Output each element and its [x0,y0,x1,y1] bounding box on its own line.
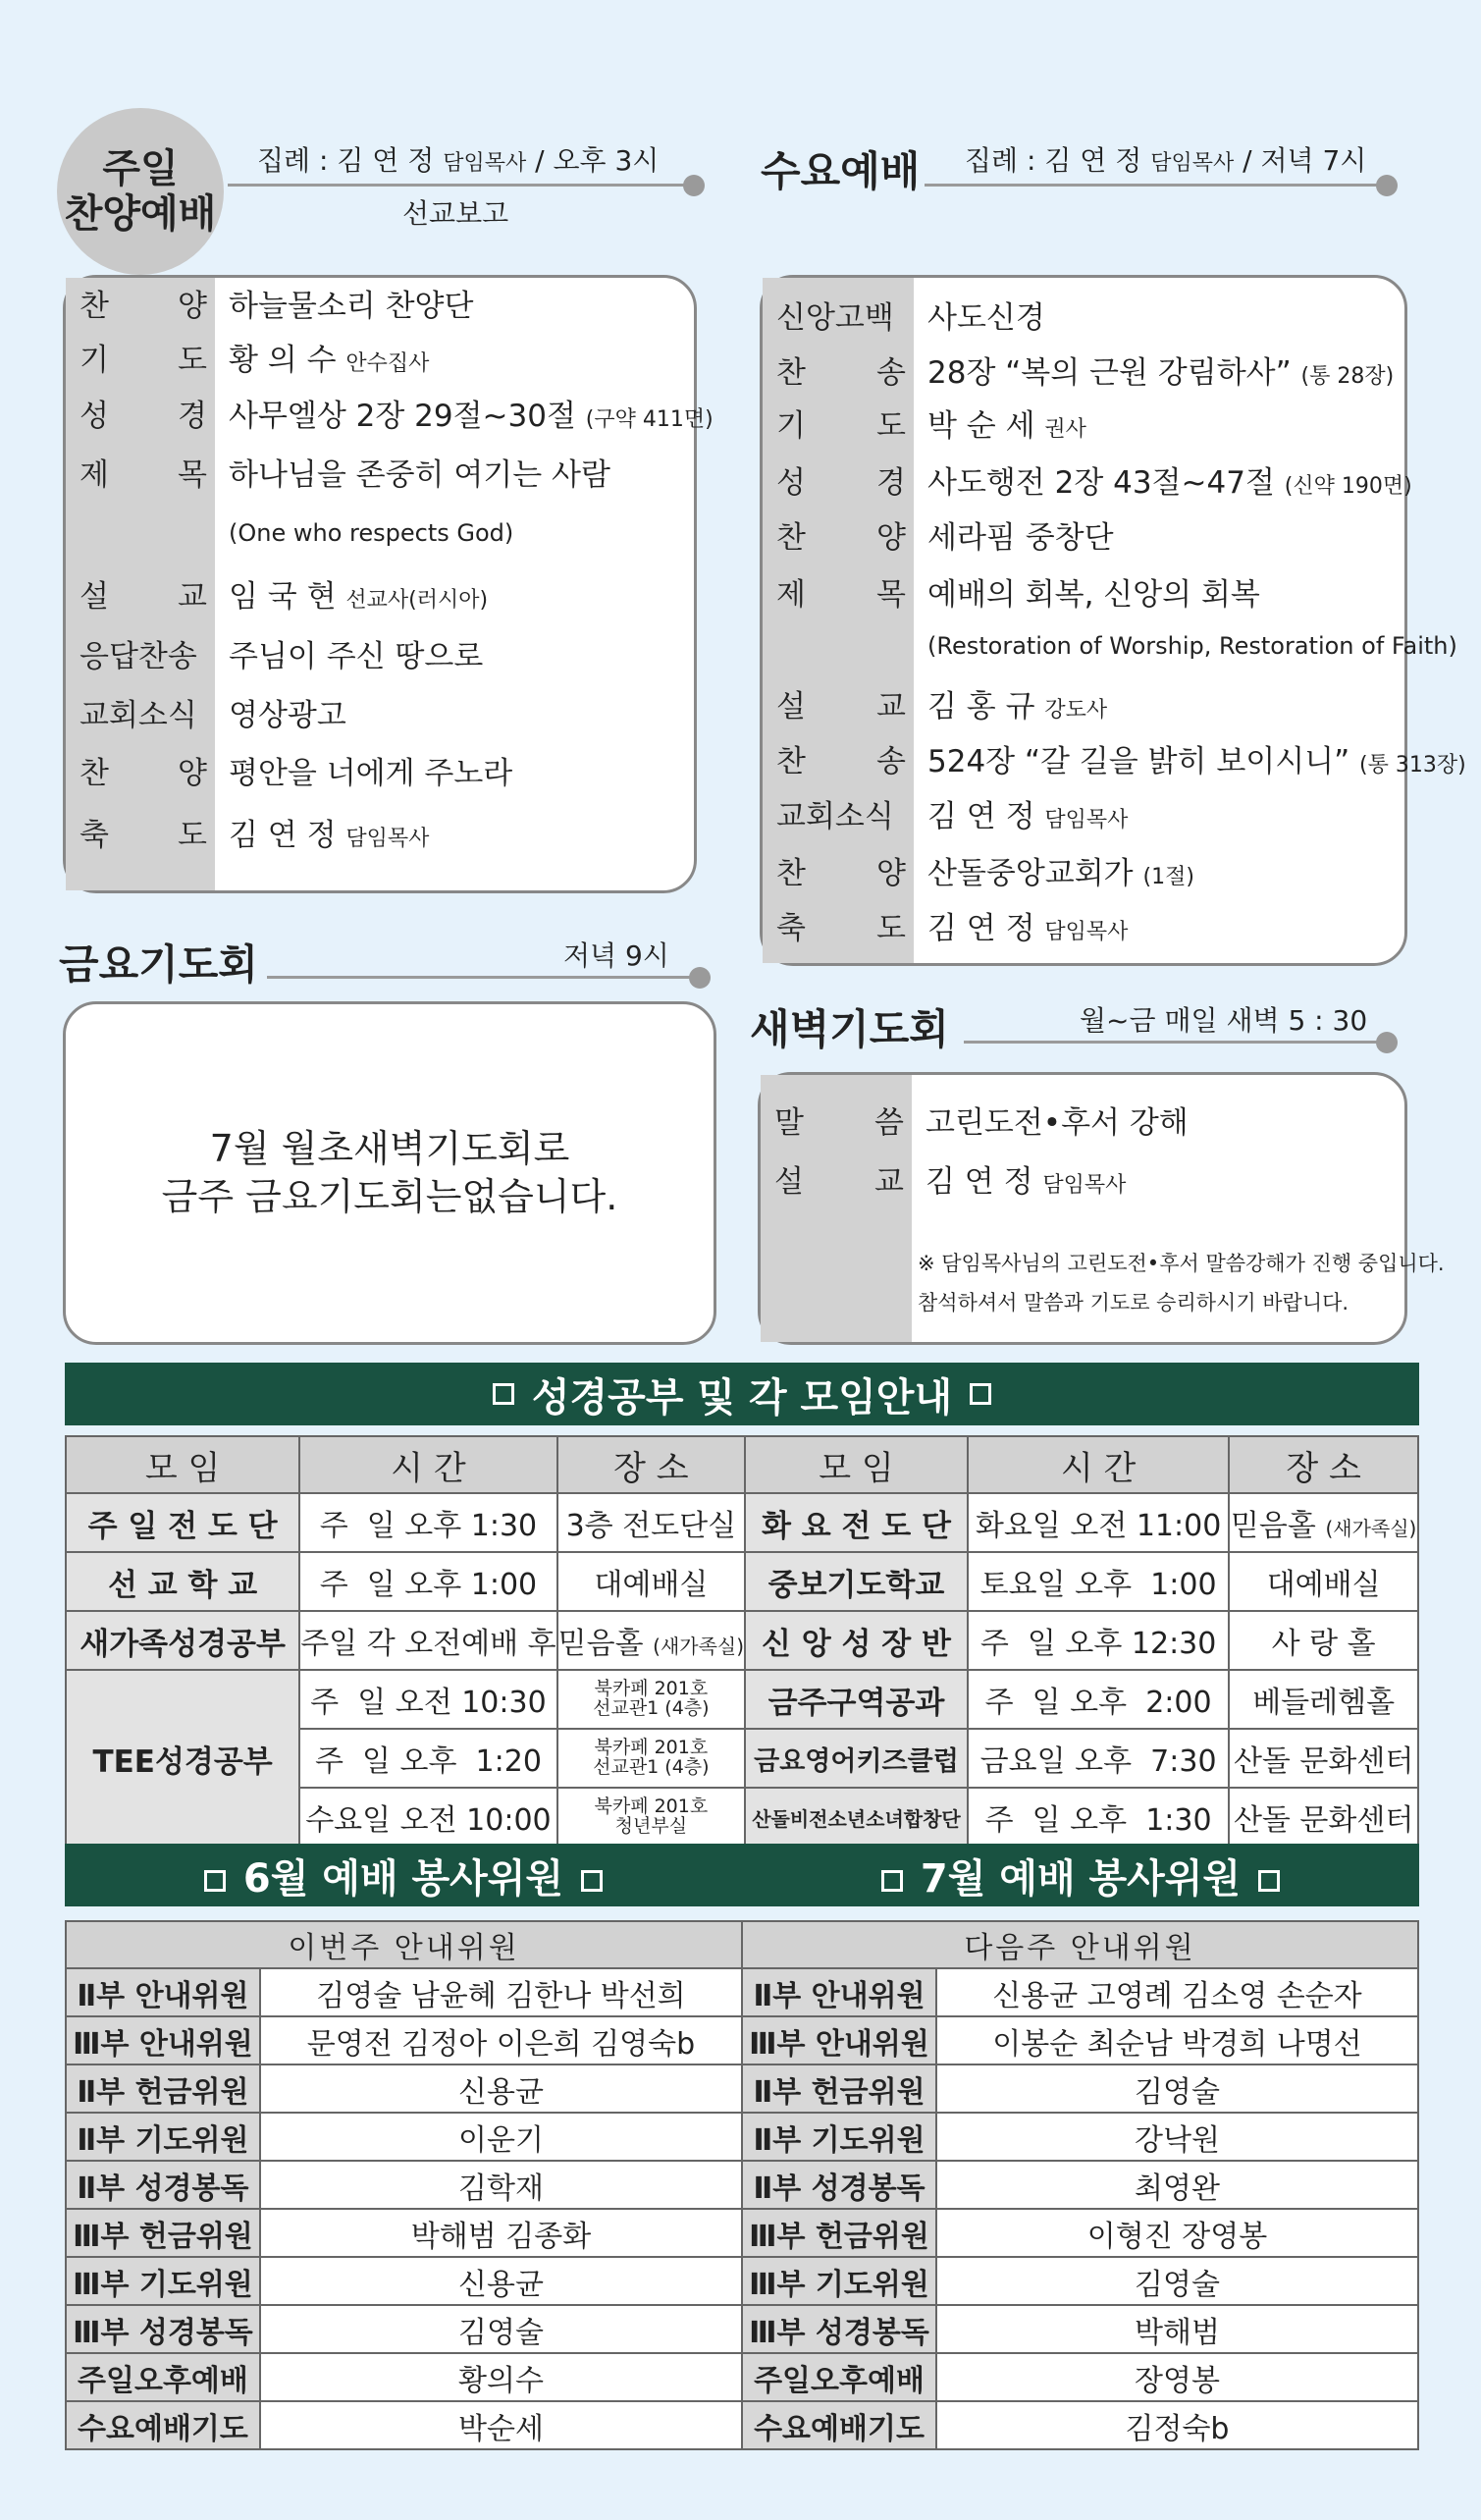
sunday-title-badge [57,108,224,275]
square-bullet-icon [881,1870,903,1892]
volunteer-row [66,2209,1418,2257]
order-label: 찬 양 [776,855,906,891]
order-value-text: 28장 “복의 근원 강림하사” [927,354,1292,391]
volunteer-names-next-week: 박해범 [936,2305,1418,2353]
order-value-text: (Restoration of Worship, Restoration of Faith) [927,632,1457,660]
meeting-name: 산돌비전소년소녀합창단 [745,1788,968,1847]
volunteer-names-next-week: 김정숙b [936,2401,1418,2449]
order-value-text: 하나님을 존중히 여기는 사람 [229,456,610,493]
wednesday-time: / 저녁 7시 [1243,144,1367,177]
groups-row [66,1670,1418,1729]
order-value-note: (신약 190면) [1284,473,1412,499]
meeting-place [1229,1788,1418,1847]
order-value-text: 박 순 세 [927,407,1035,444]
meeting-name: 신 앙 성 장 반 [745,1611,968,1670]
order-value-text: 임 국 현 [229,578,337,615]
volunteer-role: Ⅲ부 기도위원 [66,2257,260,2305]
order-value [914,348,1394,392]
order-label: 성 경 [776,464,906,501]
volunteers-title-june [186,1848,620,1903]
meeting-place-text: 산돌 문화센터 [1233,1803,1414,1838]
volunteer-role: Ⅲ부 안내위원 [66,2016,260,2064]
volunteer-names-next-week: 김영술 [936,2257,1418,2305]
meeting-place-text: 북카페 201호 [594,1737,709,1759]
wednesday-header [965,139,1366,179]
groups-row [66,1611,1418,1670]
order-value-text: 524장 “갈 길을 밝히 보이시니” [927,743,1350,779]
friday-message-line1: 7월 월초새벽기도회로 [209,1126,570,1170]
order-value-note: 선교사(러시아) [345,587,489,613]
order-label: 찬 양 [79,288,207,324]
dawn-order-box [758,1072,1445,1345]
volunteer-row [66,2401,1418,2449]
order-value-text: 평안을 너에게 주노라 [229,755,513,791]
order-row [763,678,1107,727]
dawn-note-line1: ※ 담임목사님의 고린도전•후서 말씀강해가 진행 중입니다. [918,1252,1445,1275]
order-value-text: 김 연 정 [229,817,337,853]
meeting-name: 화 요 전 도 단 [745,1493,968,1552]
order-label: 설 교 [776,688,906,724]
meeting-time: 금요일 오후 7:30 [968,1729,1229,1788]
order-value-text: 영상광고 [229,697,346,733]
order-row [763,900,1128,949]
sunday-title-line1: 주일 [102,146,179,191]
order-row [761,1095,1189,1144]
volunteer-role: Ⅱ부 헌금위원 [742,2064,936,2113]
groups-table [65,1435,1419,1848]
order-value [215,450,610,494]
friday-notice-box [63,1001,716,1345]
sunday-title-line2: 찬양예배 [64,191,217,237]
meeting-time: 주 일 오후 12:30 [968,1611,1229,1670]
groups-col-header: 시 간 [968,1436,1229,1493]
groups-col-header: 시 간 [299,1436,556,1493]
order-row [763,733,1466,782]
friday-time: 저녁 9시 [563,939,669,972]
volunteer-names-this-week: 박해범 김종화 [260,2209,742,2257]
order-value [914,626,1457,662]
order-row [66,447,610,496]
order-row [66,807,429,856]
order-value [215,690,346,734]
volunteer-names-next-week: 이봉순 최순남 박경희 나명선 [936,2016,1418,2064]
order-label: 설 교 [79,578,207,615]
meeting-name: 금주구역공과 [745,1670,968,1729]
order-value [914,848,1194,892]
order-row [66,278,473,327]
order-value-text: 사도행전 2장 43절~47절 [927,464,1275,501]
groups-title: 성경공부 및 각 모임안내 [531,1374,953,1421]
volunteer-names-next-week: 김영술 [936,2064,1418,2113]
meeting-place [557,1493,745,1552]
meeting-time: 토요일 오후 1:00 [968,1552,1229,1611]
square-bullet-icon [1258,1870,1280,1892]
order-value-text: 하늘물소리 찬양단 [229,288,474,324]
sunday-leader: 집례 : 김 연 정 [257,144,435,177]
order-value [914,457,1412,502]
order-value [215,281,473,325]
groups-row [66,1552,1418,1611]
order-value-text: (One who respects God) [229,519,514,547]
order-value-note: 담임목사 [345,826,430,851]
volunteer-role: Ⅱ부 기도위원 [66,2113,260,2161]
order-row [763,845,1194,894]
wednesday-leader-role: 담임목사 [1150,151,1235,176]
meeting-time: 주 일 오후 1:20 [299,1729,556,1788]
order-value-note: 담임목사 [1044,807,1129,832]
order-label: 축 도 [776,910,906,946]
sunday-time: / 오후 3시 [535,144,660,177]
order-label: 성 경 [79,398,207,434]
dawn-title: 새벽기도회 [750,1005,949,1053]
groups-banner [65,1363,1419,1425]
wednesday-title: 수요예배 [761,147,921,195]
meeting-place [1229,1493,1418,1552]
order-value-note: (통 313장) [1359,752,1466,777]
order-value [914,293,1045,337]
meeting-place [557,1788,745,1847]
order-value [912,1156,1126,1201]
order-value-text: 김 연 정 [927,910,1035,946]
groups-col-header: 모 임 [745,1436,968,1493]
order-row [763,455,1412,504]
order-value-text: 산돌중앙교회가 [927,855,1134,891]
volunteer-role: Ⅲ부 안내위원 [742,2016,936,2064]
meeting-name: 주 일 전 도 단 [66,1493,299,1552]
next-week-header: 다음주 안내위원 [742,1921,1418,1968]
volunteer-row [66,2305,1418,2353]
volunteer-names-this-week: 김영술 [260,2305,742,2353]
order-value [215,391,714,435]
meeting-place [557,1670,745,1729]
square-bullet-icon [204,1870,226,1892]
dawn-note-line2: 참석하셔서 말씀과 기도로 승리하시기 바랍니다. [918,1291,1349,1314]
order-value [914,401,1086,445]
meeting-place-text: 3층 전도단실 [565,1509,737,1543]
order-label: 교회소식 [79,697,197,733]
groups-row [66,1493,1418,1552]
order-value [215,571,488,616]
square-bullet-icon [581,1870,603,1892]
friday-header-rule [267,976,699,979]
volunteer-row [66,2161,1418,2209]
volunteer-row [66,1968,1418,2016]
order-value-text: 황 의 수 [229,342,337,378]
meeting-place-note: 선교관1 (4층) [593,1756,710,1778]
order-value-text: 김 홍 규 [927,688,1035,724]
meeting-place [1229,1670,1418,1729]
sunday-subtitle: 선교보고 [402,197,509,230]
groups-col-header: 모 임 [66,1436,299,1493]
volunteer-role: Ⅱ부 안내위원 [742,1968,936,2016]
volunteers-title-right: 7월 예배 봉사위원 [920,1855,1242,1902]
order-row [66,332,429,381]
order-row [66,628,483,677]
meeting-place [557,1552,745,1611]
order-label: 기 도 [79,342,207,378]
meeting-place-text: 북카페 201호 [594,1796,709,1818]
meeting-name: TEE성경공부 [66,1670,299,1847]
order-label: 응답찬송 [79,638,197,674]
dawn-rule-dot [1376,1032,1398,1053]
order-value-note: (1절) [1142,864,1194,889]
order-label: 찬 양 [776,519,906,556]
wednesday-leader: 집례 : 김 연 정 [965,144,1142,177]
meeting-time: 주 일 오전 10:30 [299,1670,556,1729]
order-row [763,398,1086,447]
order-value-note: 담임목사 [1044,919,1129,944]
sunday-leader-role: 담임목사 [443,151,527,176]
sunday-order-box [63,275,714,893]
volunteers-banner [65,1844,1419,1906]
order-label: 말 씀 [774,1104,904,1141]
order-value-text: 세라핌 중창단 [927,519,1114,556]
order-label: 제 목 [79,456,207,493]
volunteer-role: Ⅲ부 성경봉독 [66,2305,260,2353]
meeting-name: 새가족성경공부 [66,1611,299,1670]
sunday-rule-dot [683,175,705,196]
order-value [914,791,1128,835]
meeting-place-text: 산돌 문화센터 [1233,1744,1414,1779]
volunteer-role: Ⅱ부 안내위원 [66,1968,260,2016]
order-value-note: 안수집사 [345,350,430,376]
order-value [215,748,512,792]
order-value-text: 고린도전•후서 강해 [926,1104,1189,1141]
order-row [763,509,1114,559]
volunteer-names-next-week: 이형진 장영봉 [936,2209,1418,2257]
volunteer-role: 주일오후예배 [66,2353,260,2401]
meeting-place [1229,1611,1418,1670]
meeting-place-text: 대예배실 [594,1568,709,1602]
volunteer-names-this-week: 이운기 [260,2113,742,2161]
meeting-place [557,1611,745,1670]
friday-message-line2: 금주 금요기도회는없습니다. [161,1175,618,1218]
order-value-note: 권사 [1044,416,1086,442]
meeting-place-text: 대예배실 [1266,1568,1381,1602]
meeting-name: 금요영어키즈클럽 [745,1729,968,1788]
volunteer-role: Ⅱ부 헌금위원 [66,2064,260,2113]
order-row [66,687,346,736]
groups-col-header: 장 소 [557,1436,745,1493]
order-row [763,788,1128,837]
order-value-text: 김 연 정 [927,798,1035,834]
meeting-place [1229,1552,1418,1611]
volunteer-names-next-week: 장영봉 [936,2353,1418,2401]
meeting-time: 수요일 오전 10:00 [299,1788,556,1847]
order-value-note: 담임목사 [1042,1172,1127,1198]
meeting-time: 주일 각 오전예배 후 [299,1611,556,1670]
dawn-time: 월~금 매일 새벽 5 : 30 [1080,1004,1368,1037]
order-value [912,1098,1189,1142]
volunteer-role: 주일오후예배 [742,2353,936,2401]
order-label: 찬 양 [79,755,207,791]
order-row [66,388,714,437]
volunteer-row [66,2353,1418,2401]
order-value-text: 김 연 정 [926,1163,1033,1200]
meeting-place [1229,1729,1418,1788]
order-value [215,335,429,379]
order-label: 찬 송 [776,354,906,391]
order-value [914,736,1466,780]
volunteer-role: 수요예배기도 [66,2401,260,2449]
square-bullet-icon [970,1383,991,1405]
order-value-text: 예배의 회복, 신앙의 회복 [927,576,1260,613]
order-row [763,566,1260,616]
order-label: 신앙고백 [776,299,894,336]
volunteer-role: Ⅱ부 성경봉독 [742,2161,936,2209]
meeting-place-text: 믿음홀 [1230,1509,1316,1543]
meeting-place [557,1729,745,1788]
order-label: 찬 송 [776,743,906,779]
order-label: 설 교 [774,1163,904,1200]
order-row [761,1153,1126,1203]
order-value-text: 사도신경 [927,299,1045,336]
dawn-header-rule [964,1041,1384,1044]
volunteer-names-this-week: 황의수 [260,2353,742,2401]
order-value [914,569,1260,614]
order-row [763,290,1045,339]
meeting-place-text: 믿음홀 [557,1627,644,1661]
order-value [215,810,429,854]
order-row [66,745,512,794]
meeting-place-note: (새가족실) [1325,1517,1417,1540]
square-bullet-icon [493,1383,514,1405]
order-value [215,631,483,675]
meeting-place-note: (새가족실) [653,1635,745,1658]
order-value-text: 사무엘상 2장 29절~30절 [229,398,576,434]
order-value [215,513,513,549]
order-value [914,903,1128,947]
friday-rule-dot [689,967,711,989]
volunteers-title-july [864,1848,1297,1903]
volunteer-role: Ⅲ부 헌금위원 [742,2209,936,2257]
meeting-place-text: 베들레헴홀 [1252,1686,1396,1720]
meeting-name: 중보기도학교 [745,1552,968,1611]
volunteer-role: Ⅲ부 성경봉독 [742,2305,936,2353]
meeting-place-note: 선교관1 (4층) [593,1697,710,1719]
volunteers-table [65,1920,1419,2450]
order-label: 교회소식 [776,798,894,834]
order-value-note: 강도사 [1044,697,1108,723]
wednesday-order-box [760,275,1466,966]
volunteer-row [66,2016,1418,2064]
volunteer-names-this-week: 김학재 [260,2161,742,2209]
volunteer-role: Ⅱ부 기도위원 [742,2113,936,2161]
volunteer-row [66,2113,1418,2161]
volunteer-names-this-week: 신용균 [260,2064,742,2113]
wednesday-rule-dot [1376,175,1398,196]
order-value [914,681,1107,725]
order-row [66,568,488,617]
meeting-time: 주 일 오후 1:30 [968,1788,1229,1847]
meeting-place-note: 청년부실 [614,1815,688,1837]
meeting-time: 주 일 오후 2:00 [968,1670,1229,1729]
volunteer-names-next-week: 강낙원 [936,2113,1418,2161]
volunteers-title-left: 6월 예배 봉사위원 [242,1855,564,1902]
volunteer-role: Ⅱ부 성경봉독 [66,2161,260,2209]
order-label: 기 도 [776,407,906,444]
sunday-header [257,139,659,179]
volunteer-role: Ⅲ부 헌금위원 [66,2209,260,2257]
order-row [763,345,1394,394]
meeting-place-text: 사 랑 홀 [1271,1627,1376,1661]
volunteer-row [66,2064,1418,2113]
order-row [66,507,513,556]
sunday-header-rule [228,184,691,187]
this-week-header: 이번주 안내위원 [66,1921,742,1968]
order-value-text: 주님이 주신 땅으로 [229,638,484,674]
volunteer-names-next-week: 최영완 [936,2161,1418,2209]
groups-col-header: 장 소 [1229,1436,1418,1493]
meeting-time: 화요일 오전 11:00 [968,1493,1229,1552]
meeting-time: 주 일 오후 1:30 [299,1493,556,1552]
volunteer-names-this-week: 김영술 남윤혜 김한나 박선희 [260,1968,742,2016]
friday-title: 금요기도회 [59,940,258,989]
wednesday-header-rule [925,184,1384,187]
volunteer-role: Ⅲ부 기도위원 [742,2257,936,2305]
meeting-time: 주 일 오후 1:00 [299,1552,556,1611]
meeting-place-text: 북카페 201호 [594,1678,709,1700]
order-value-note: (구약 411면) [585,406,714,432]
volunteer-names-this-week: 문영전 김정아 이은희 김영숙b [260,2016,742,2064]
order-label: 제 목 [776,576,906,613]
volunteer-names-this-week: 신용균 [260,2257,742,2305]
volunteer-names-this-week: 박순세 [260,2401,742,2449]
volunteer-row [66,2257,1418,2305]
volunteer-names-next-week: 신용균 고영례 김소영 손순자 [936,1968,1418,2016]
order-value [914,512,1114,557]
volunteer-role: 수요예배기도 [742,2401,936,2449]
order-row [763,619,1457,669]
order-value-note: (통 28장) [1300,363,1395,389]
order-label: 축 도 [79,817,207,853]
meeting-name: 선 교 학 교 [66,1552,299,1611]
